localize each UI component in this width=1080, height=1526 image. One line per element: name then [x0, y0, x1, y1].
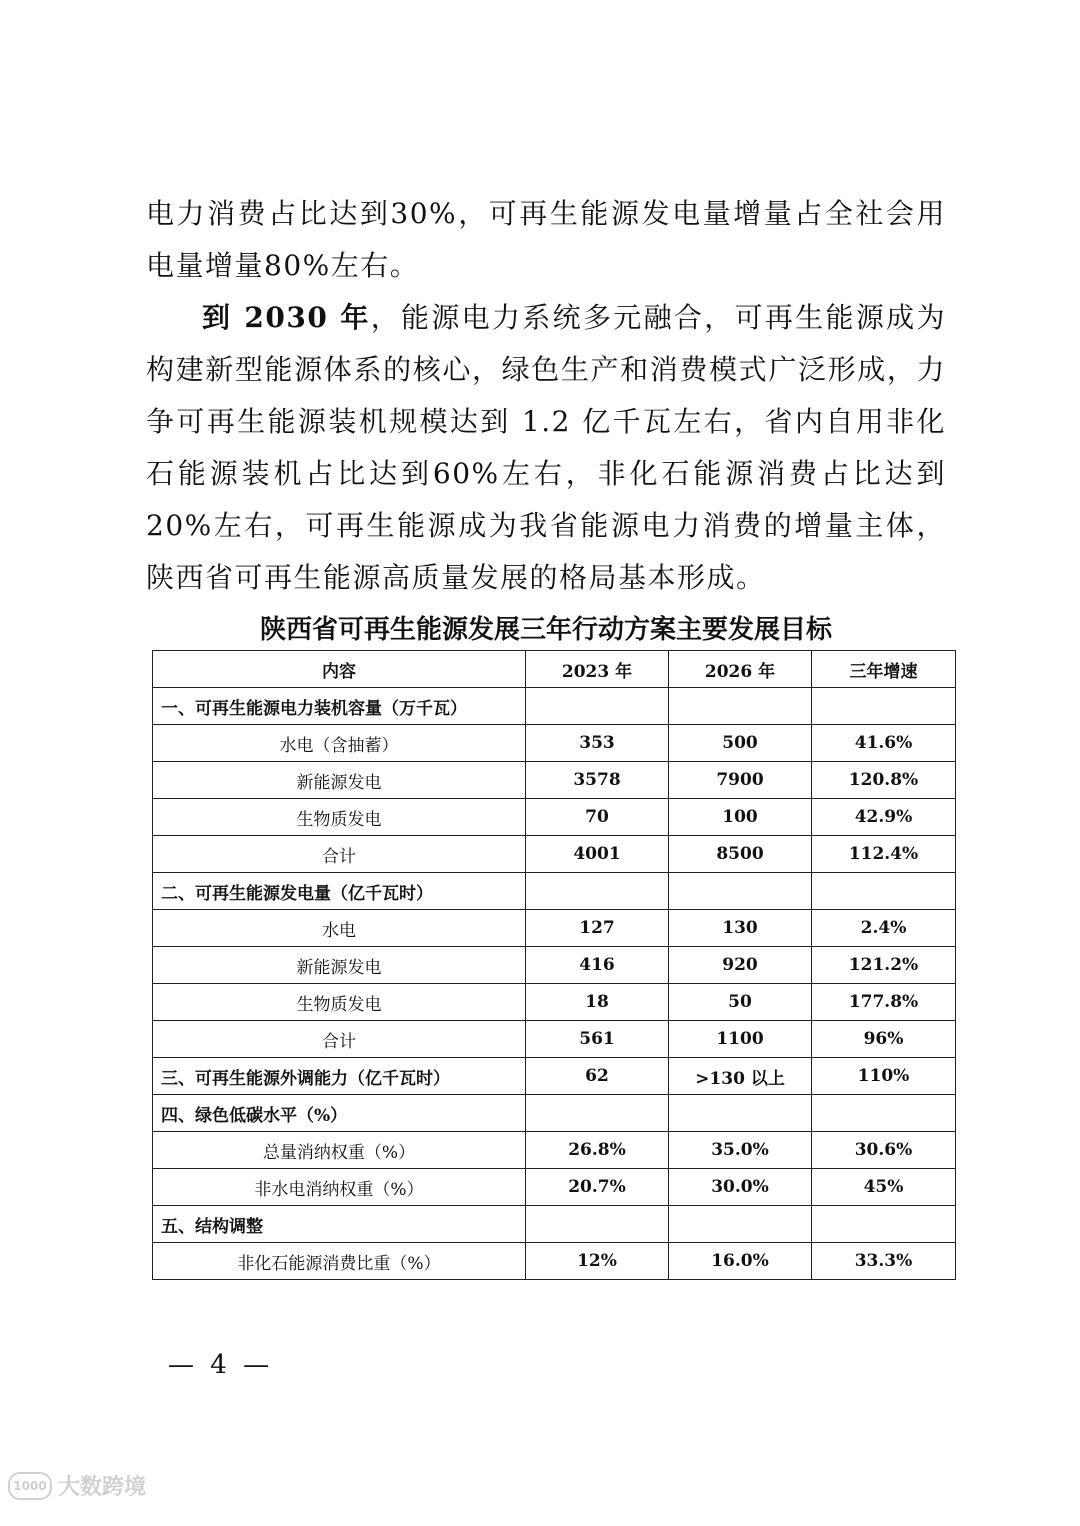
cell-2026: 30.0% — [669, 1169, 812, 1206]
cell-growth — [812, 688, 956, 725]
cell-2023: 62 — [526, 1058, 669, 1095]
header-2026: 2026 年 — [669, 651, 812, 688]
development-goals-table — [152, 650, 956, 1280]
watermark-logo-icon: 1000 — [8, 1472, 52, 1500]
cell-content: 合计 — [153, 836, 526, 873]
cell-growth: 177.8% — [812, 984, 956, 1021]
table-row — [153, 910, 956, 947]
cell-2023: 70 — [526, 799, 669, 836]
table-body — [153, 688, 956, 1280]
cell-2023: 26.8% — [526, 1132, 669, 1169]
cell-growth: 2.4% — [812, 910, 956, 947]
cell-2026: 50 — [669, 984, 812, 1021]
cell-growth: 42.9% — [812, 799, 956, 836]
table-row — [153, 762, 956, 799]
cell-content: 生物质发电 — [153, 984, 526, 1021]
cell-content: 非水电消纳权重（%） — [153, 1169, 526, 1206]
cell-growth: 96% — [812, 1021, 956, 1058]
cell-2026: 8500 — [669, 836, 812, 873]
cell-2026 — [669, 873, 812, 910]
cell-2023 — [526, 873, 669, 910]
table-row — [153, 1243, 956, 1280]
cell-2026 — [669, 688, 812, 725]
table-section-row — [153, 873, 956, 910]
cell-content: 合计 — [153, 1021, 526, 1058]
cell-2023: 561 — [526, 1021, 669, 1058]
cell-content: 水电（含抽蓄） — [153, 725, 526, 762]
cell-growth: 120.8% — [812, 762, 956, 799]
cell-content: 五、结构调整 — [153, 1206, 526, 1243]
cell-growth: 41.6% — [812, 725, 956, 762]
cell-2023: 18 — [526, 984, 669, 1021]
paragraph-2 — [146, 292, 946, 604]
table-row — [153, 1021, 956, 1058]
paragraph-2-body: ，能源电力系统多元融合，可再生能源成为构建新型能源体系的核心，绿色生产和消费模式广泛形成，力争可再生能源装机规模达到 1.2 亿千瓦左右，省内自用非化石能源装机占比达到60%左右，非化石能源消费占比达到20%左右，可再生能源成为我省能源电力消费的增量主体，陕西省可再生能源高质量发展的格局基本形成。 — [146, 301, 946, 594]
table-row — [153, 725, 956, 762]
cell-growth: 121.2% — [812, 947, 956, 984]
table-section-row — [153, 1095, 956, 1132]
cell-growth: 112.4% — [812, 836, 956, 873]
cell-2026 — [669, 1095, 812, 1132]
table-section-row — [153, 1058, 956, 1095]
cell-content: 总量消纳权重（%） — [153, 1132, 526, 1169]
watermark — [8, 1470, 146, 1501]
table-row — [153, 1169, 956, 1206]
table-section-row — [153, 688, 956, 725]
cell-2026: 16.0% — [669, 1243, 812, 1280]
cell-2026: 130 — [669, 910, 812, 947]
paragraph-2-lead: 到 2030 年 — [202, 301, 371, 334]
table-title: 陕西省可再生能源发展三年行动方案主要发展目标 — [259, 615, 832, 645]
cell-growth: 30.6% — [812, 1132, 956, 1169]
cell-2023: 3578 — [526, 762, 669, 799]
table-row — [153, 836, 956, 873]
cell-growth: 33.3% — [812, 1243, 956, 1280]
cell-2023 — [526, 688, 669, 725]
cell-2026 — [669, 1206, 812, 1243]
paragraph-1: 电力消费占比达到30%，可再生能源发电量增量占全社会用电量增量80%左右。 — [146, 197, 946, 282]
page-number: — 4 — — [168, 1350, 274, 1380]
cell-2023: 127 — [526, 910, 669, 947]
cell-2023 — [526, 1206, 669, 1243]
cell-growth — [812, 1095, 956, 1132]
table-header-row — [153, 651, 956, 688]
header-content: 内容 — [153, 651, 526, 688]
cell-2023: 416 — [526, 947, 669, 984]
cell-content: 水电 — [153, 910, 526, 947]
header-2023: 2023 年 — [526, 651, 669, 688]
cell-2026: 920 — [669, 947, 812, 984]
cell-2026: 1100 — [669, 1021, 812, 1058]
cell-content: 非化石能源消费比重（%） — [153, 1243, 526, 1280]
header-growth: 三年增速 — [812, 651, 956, 688]
cell-growth — [812, 1206, 956, 1243]
cell-content: 四、绿色低碳水平（%） — [153, 1095, 526, 1132]
table-row — [153, 799, 956, 836]
cell-growth: 45% — [812, 1169, 956, 1206]
cell-2023: 12% — [526, 1243, 669, 1280]
cell-content: 新能源发电 — [153, 947, 526, 984]
cell-2023: 353 — [526, 725, 669, 762]
cell-growth: 110% — [812, 1058, 956, 1095]
cell-2023: 4001 — [526, 836, 669, 873]
cell-2026: >130 以上 — [669, 1058, 812, 1095]
table-row — [153, 984, 956, 1021]
cell-2026: 100 — [669, 799, 812, 836]
cell-content: 生物质发电 — [153, 799, 526, 836]
cell-content: 二、可再生能源发电量（亿千瓦时） — [153, 873, 526, 910]
cell-content: 一、可再生能源电力装机容量（万千瓦） — [153, 688, 526, 725]
watermark-text: 大数跨境 — [58, 1475, 147, 1500]
cell-2023: 20.7% — [526, 1169, 669, 1206]
cell-growth — [812, 873, 956, 910]
cell-content: 三、可再生能源外调能力（亿千瓦时） — [153, 1058, 526, 1095]
cell-2026: 35.0% — [669, 1132, 812, 1169]
cell-2023 — [526, 1095, 669, 1132]
cell-2026: 7900 — [669, 762, 812, 799]
cell-2026: 500 — [669, 725, 812, 762]
cell-content: 新能源发电 — [153, 762, 526, 799]
table-section-row — [153, 1206, 956, 1243]
table-row — [153, 947, 956, 984]
table-row — [153, 1132, 956, 1169]
